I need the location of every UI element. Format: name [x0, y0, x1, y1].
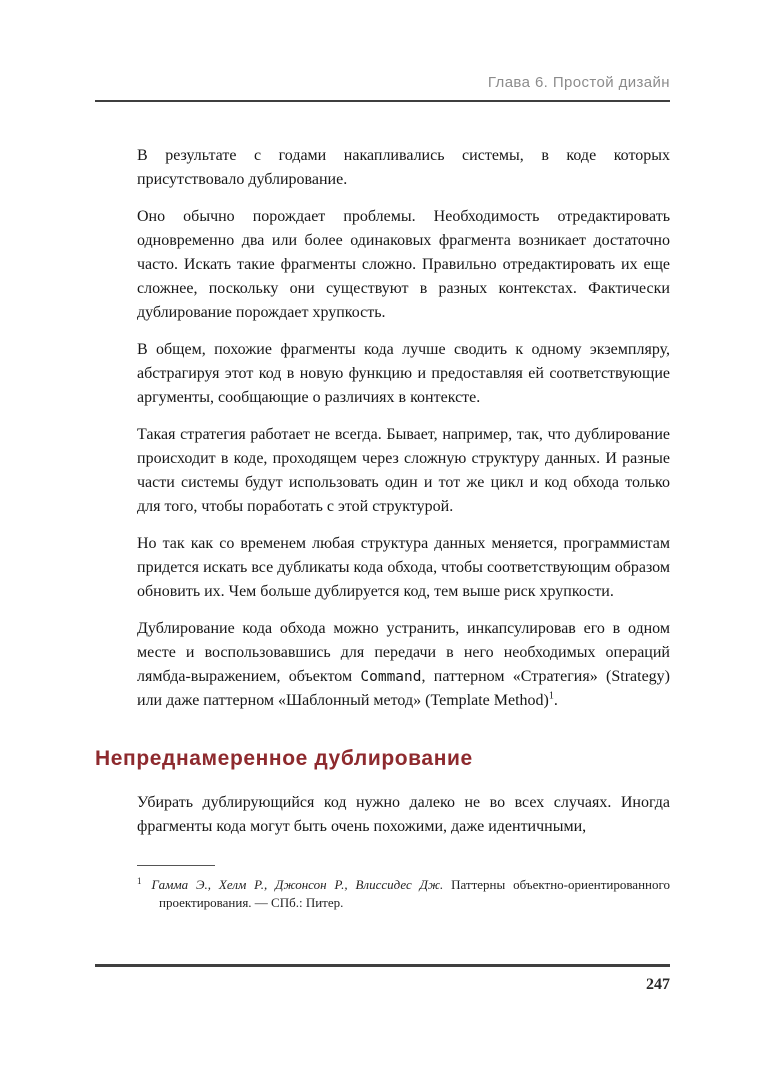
footnote-authors: Гамма Э., Хелм Р., Джонсон Р., Влиссидес Дж. — [151, 877, 444, 892]
paragraph: В общем, похожие фрагменты кода лучше сводить к одному экземпляру, абстрагируя этот код в новую функцию и предоставляя ей соответствующие аргументы, сообщающие о различиях в контексте. — [137, 341, 670, 406]
running-head-chapter-title: Глава 6. Простой дизайн — [487, 74, 670, 91]
paragraph: Но так как со временем любая структура данных меняется, программистам придется искать все дубликаты кода обхода, чтобы соответствующим образом обновить их. Чем больше дублируется код, тем выше риск хрупкости. — [137, 535, 670, 600]
paragraph-text: Дублирование кода обхода можно устранить, инкапсулировав его в одном месте и воспользовавшись для передачи в него необходимых операций лямбда-выражением, объектом — [137, 620, 670, 685]
paragraph: В результате с годами накапливались системы, в коде которых присутствовало дублирование. — [137, 147, 670, 188]
header-rule — [95, 100, 670, 102]
footer-rule — [95, 964, 670, 967]
paragraph-with-inline-code — [137, 617, 670, 713]
footnote-rule — [137, 865, 215, 866]
paragraph-text: , паттерном «Стратегия» (Strategy) или даже паттерном «Шаблонный метод» (Template Method) — [137, 668, 671, 709]
footnote-block — [137, 865, 670, 912]
footnote-marker: 1 — [137, 875, 142, 886]
inline-code-command: Command — [360, 669, 422, 685]
page-content — [95, 0, 670, 912]
paragraph: Такая стратегия работает не всегда. Бывает, например, так, что дублирование происходит в коде, проходящем через сложную структуру данных. И разные части системы будут использовать один и тот же цикл и код обхода только для того, чтобы поработать с этой структурой. — [137, 426, 670, 515]
paragraph: Оно обычно порождает проблемы. Необходимость отредактировать одновременно два или более одинаковых фрагмента возникает достаточно часто. Искать такие фрагменты сложно. Правильно отредактировать их еще сложнее, поскольку они существуют в разных контекстах. Фактически дублирование порождает хрупкость. — [137, 208, 670, 321]
paragraph-text: . — [553, 692, 558, 709]
section-heading: Непреднамеренное дублирование — [95, 747, 473, 770]
paragraph: Убирать дублирующийся код нужно далеко не во всех случаях. Иногда фрагменты кода могут быть очень похожими, даже идентичными, — [137, 794, 670, 835]
footnote-text: Паттерны объектно-ориентированного проектирования. — СПб.: Питер. — [159, 877, 670, 910]
footnote-reference: 1 — [548, 690, 554, 702]
page-footer — [95, 964, 670, 994]
body-text — [95, 144, 671, 839]
page-number: 247 — [646, 976, 670, 993]
footnote — [137, 876, 670, 912]
